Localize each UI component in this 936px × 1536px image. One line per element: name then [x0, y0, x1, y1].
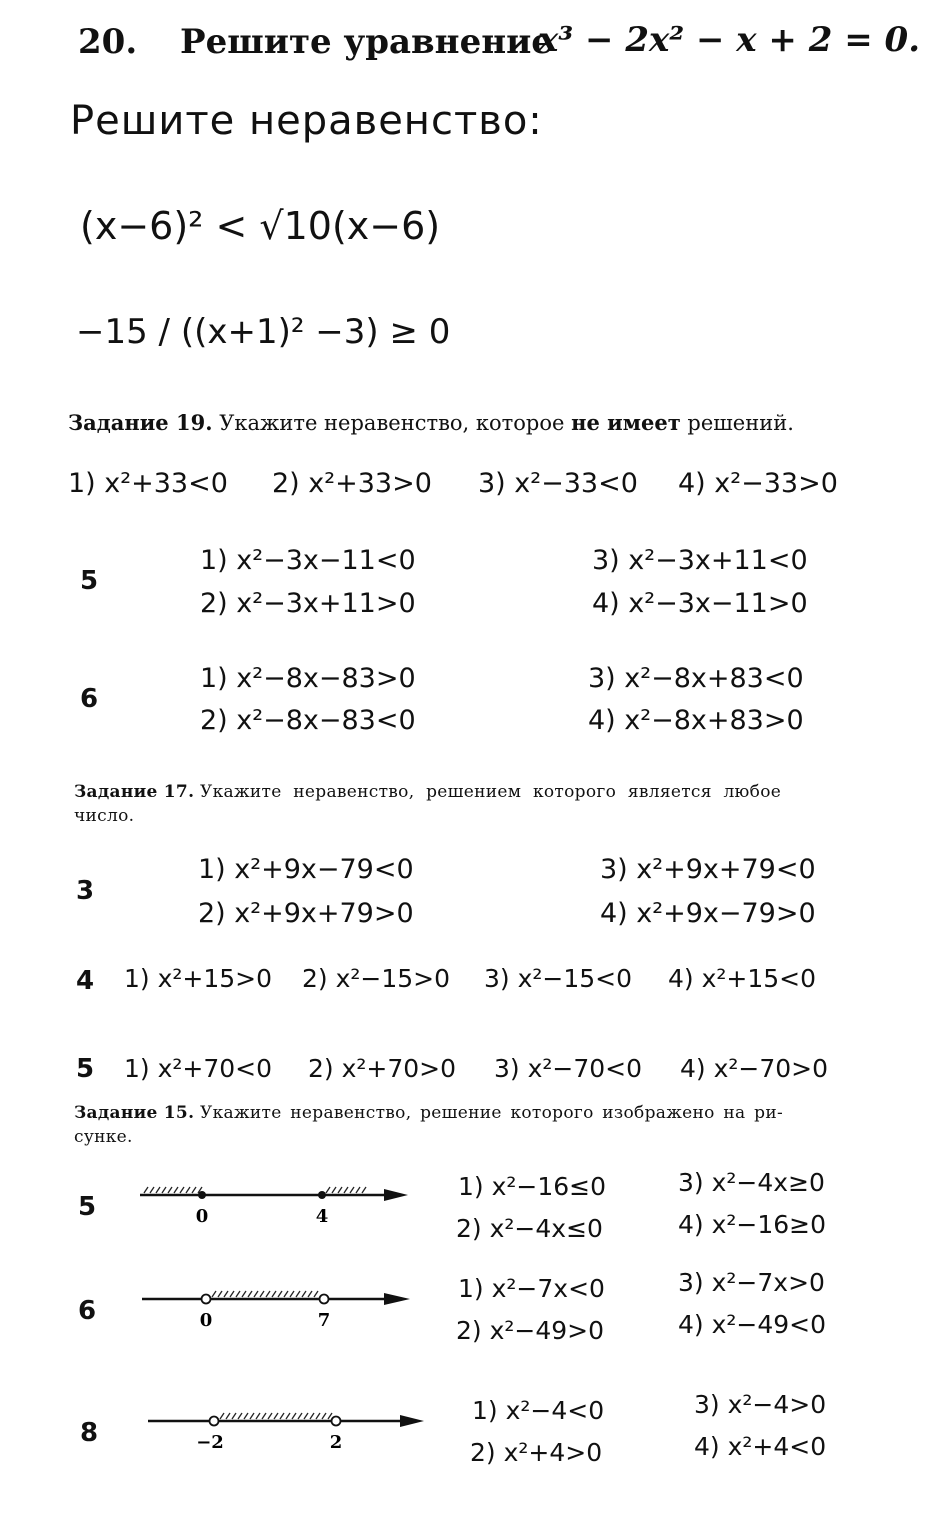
line-5-option-2: 2) x²−4x≤0: [456, 1214, 603, 1243]
open-point-neg2: [210, 1417, 219, 1426]
inequality-1: (x−6)² < √10(x−6): [80, 204, 441, 248]
task-17-text-line2: число.: [74, 806, 135, 826]
task-15-label: Задание 15.: [74, 1103, 195, 1123]
line-8-option-4: 4) x²+4<0: [694, 1432, 827, 1461]
hatch-middle: [212, 1291, 318, 1297]
task-17-text: Укажите неравенство, решением которого является любое: [200, 782, 782, 802]
label-7: 7: [317, 1310, 331, 1331]
open-point-2: [332, 1417, 341, 1426]
task-19-text-b: решений.: [687, 411, 794, 435]
block-5-option-3: 3) x²−3x+11<0: [592, 545, 808, 576]
axis-arrow: [400, 1415, 424, 1427]
block-5-option-4: 4) x²−3x−11>0: [592, 588, 808, 619]
block-5-option-1: 1) x²−3x−11<0: [200, 545, 416, 576]
block-4-option-1: 1) x²+15>0: [124, 964, 273, 993]
block-6-option-1: 1) x²−8x−83>0: [200, 663, 416, 694]
block-4-option-4: 4) x²+15<0: [668, 964, 817, 993]
block-5b-option-4: 4) x²−70>0: [680, 1054, 829, 1083]
label-2: 2: [329, 1432, 343, 1453]
task-19-heading: [68, 410, 794, 435]
task-15-text-line2: сунке.: [74, 1127, 133, 1147]
block-5-number: 5: [80, 566, 99, 596]
block-5b-option-3: 3) x²−70<0: [494, 1054, 643, 1083]
block-3-option-2: 2) x²+9x+79>0: [198, 898, 414, 929]
task-19-label: Задание 19.: [68, 410, 213, 435]
line-6-option-4: 4) x²−49<0: [678, 1310, 827, 1339]
line-5-option-4: 4) x²−16≥0: [678, 1210, 827, 1239]
task-20-number: 20.: [78, 22, 138, 62]
block-6-option-4: 4) x²−8x+83>0: [588, 705, 804, 736]
block-4-option-2: 2) x²−15>0: [302, 964, 451, 993]
label-0: 0: [199, 1310, 213, 1331]
inequality-2: −15 / ((x+1)² −3) ≥ 0: [76, 312, 451, 352]
block-6-option-3: 3) x²−8x+83<0: [588, 663, 804, 694]
line-6-option-2: 2) x²−49>0: [456, 1316, 605, 1345]
task-15-text: Укажите неравенство, решение которого изображено на ри-: [200, 1103, 783, 1123]
task-17-label: Задание 17.: [74, 782, 195, 802]
open-point-7: [320, 1295, 329, 1304]
number-line-8: [144, 1404, 434, 1454]
line-8-option-3: 3) x²−4>0: [694, 1390, 827, 1419]
axis-arrow: [384, 1189, 408, 1201]
task-15-heading: [74, 1101, 783, 1125]
block-3-option-3: 3) x²+9x+79<0: [600, 854, 816, 885]
line-5-option-1: 1) x²−16≤0: [458, 1172, 607, 1201]
number-line-5: [138, 1178, 418, 1228]
hatch-right: [326, 1187, 366, 1193]
block-5b-number: 5: [76, 1054, 95, 1084]
task-19-option-2: 2) x²+33>0: [272, 468, 432, 499]
block-6-option-2: 2) x²−8x−83<0: [200, 705, 416, 736]
line-8-option-2: 2) x²+4>0: [470, 1438, 603, 1467]
axis-arrow: [384, 1293, 410, 1305]
block-5b-option-1: 1) x²+70<0: [124, 1054, 273, 1083]
task-20-equation: x³ − 2x² − x + 2 = 0.: [538, 20, 921, 60]
line-6-option-1: 1) x²−7x<0: [458, 1274, 605, 1303]
task-19-option-3: 3) x²−33<0: [478, 468, 638, 499]
task-19-text-bold: не имеет: [571, 410, 681, 435]
block-5-option-2: 2) x²−3x+11>0: [200, 588, 416, 619]
block-3-option-4: 4) x²+9x−79>0: [600, 898, 816, 929]
task-17-heading: [74, 780, 781, 804]
line-6-number: 6: [78, 1296, 97, 1326]
line-5-number: 5: [78, 1192, 97, 1222]
inequality-section-title: Решите неравенство:: [70, 98, 543, 144]
task-19-text-a: Укажите неравенство, которое: [219, 411, 565, 435]
label-neg2: −2: [196, 1432, 224, 1453]
task-19-option-4: 4) x²−33>0: [678, 468, 838, 499]
hatch-left: [144, 1187, 202, 1193]
point-4: [318, 1191, 326, 1199]
block-5b-option-2: 2) x²+70>0: [308, 1054, 457, 1083]
label-0: 0: [195, 1206, 209, 1227]
line-8-number: 8: [80, 1418, 99, 1448]
task-19-option-1: 1) x²+33<0: [68, 468, 228, 499]
line-5-option-3: 3) x²−4x≥0: [678, 1168, 825, 1197]
block-6-number: 6: [80, 684, 99, 714]
task-20-text: Решите уравнение: [180, 22, 553, 62]
open-point-0: [202, 1295, 211, 1304]
block-4-number: 4: [76, 966, 95, 996]
label-4: 4: [315, 1206, 329, 1227]
line-8-option-1: 1) x²−4<0: [472, 1396, 605, 1425]
block-3-number: 3: [76, 876, 95, 906]
block-3-option-1: 1) x²+9x−79<0: [198, 854, 414, 885]
block-4-option-3: 3) x²−15<0: [484, 964, 633, 993]
number-line-6: [138, 1282, 418, 1332]
point-0: [198, 1191, 206, 1199]
hatch-middle: [220, 1413, 332, 1419]
line-6-option-3: 3) x²−7x>0: [678, 1268, 825, 1297]
